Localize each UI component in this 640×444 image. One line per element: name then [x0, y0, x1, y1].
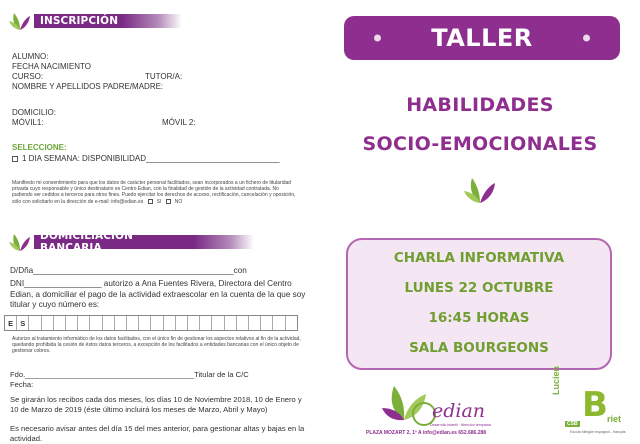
registration-form [0, 0, 312, 444]
iban-cell[interactable] [103, 316, 115, 330]
lucien-label: Lucien [551, 365, 561, 395]
consent-body: Manifiesto mi consentimiento para que los datos de carácter personal facilitados, sean incorporados a un fichero de titularidad privada cuyo responsable y único destinatario es Centro Edian, con la finalidad de gestión de la actividad contratada. No pudiendo ser cedidos a terceros para otros fines. Puedo ejercitar los derechos de acceso, rectificación, cancelación y oposición, sólo con solicitarlo en la dirección de e-mail: info@edian.es [12, 180, 296, 205]
csb-badge: CSB [567, 421, 578, 427]
iban-cell[interactable] [200, 316, 212, 330]
fecha-nacimiento-field[interactable]: FECHA NACIMIENTO [12, 62, 91, 71]
leaf-logo-icon [8, 10, 32, 32]
iban-cell[interactable] [164, 316, 176, 330]
iban-cell[interactable] [188, 316, 200, 330]
edian-wordmark: edian [432, 400, 486, 422]
leaf-logo-icon [8, 231, 32, 253]
iban-cell[interactable] [176, 316, 188, 330]
tutor-field[interactable]: TUTOR/A: [145, 72, 183, 81]
iban-cell[interactable] [261, 316, 273, 330]
iban-cell[interactable] [115, 316, 127, 330]
iban-cell[interactable] [225, 316, 237, 330]
title-habilidades: HABILIDADES [406, 94, 554, 116]
iban-cell[interactable] [127, 316, 139, 330]
si-label: SI [156, 198, 162, 205]
iban-cell[interactable] [42, 316, 54, 330]
briet-label: riet [607, 414, 622, 424]
charla-time: 16:45 HORAS [428, 310, 530, 326]
header-bar-fade [194, 235, 254, 249]
iban-cell[interactable] [66, 316, 78, 330]
movil1-field[interactable]: MÓVIL1: [12, 118, 44, 127]
curso-field[interactable]: CURSO: [12, 72, 44, 81]
dot-icon [374, 35, 381, 42]
option-row[interactable] [12, 154, 280, 164]
dot-icon [583, 35, 590, 42]
iban-cell[interactable] [212, 316, 224, 330]
alumno-field[interactable]: ALUMNO: [12, 52, 49, 61]
briet-subtitle: Escola bilingüe espagnol - français [570, 430, 626, 434]
si-checkbox[interactable] [148, 199, 153, 204]
iban-grid[interactable] [4, 315, 298, 331]
iban-cell[interactable] [286, 316, 297, 330]
inscripcion-title: INSCRIPCIÓN [34, 14, 122, 28]
contact-address: PLAZA MOZART 2, 1º A info@edian.es 652.686.288 [366, 430, 487, 436]
iban-cell[interactable] [237, 316, 249, 330]
autorizo-text: Autorizo al tratamiento informático de los datos facilitados, con el único fin de gestionar los aspectos relativos al fin de la actividad, quedando prohibida la cesión de éstos datos terceros, a excepción de los facilitados a entidades bancarias con el único objeto de gestionar cobros. [12, 336, 301, 355]
domiciliacion-title: DOMICILIACIÓN BANCARIA [34, 235, 194, 249]
iban-cell[interactable]: E [5, 316, 17, 330]
charla-title: CHARLA INFORMATIVA [393, 250, 565, 266]
title-socioemocionales: SOCIO-EMOCIONALES [362, 133, 598, 155]
option-checkbox[interactable] [12, 156, 18, 162]
charla-room: SALA BOURGEONS [409, 340, 549, 356]
edian-subtitle: Desarrollo infantil · Atención temprana [430, 423, 491, 427]
iban-cell[interactable] [139, 316, 151, 330]
domicilio-field[interactable]: DOMICILIO: [12, 108, 57, 117]
charla-date: LUNES 22 OCTUBRE [404, 280, 554, 296]
leaf-logo-icon [462, 175, 498, 205]
workshop-poster [320, 0, 640, 444]
taller-title: TALLER [431, 24, 533, 52]
inscripcion-header [8, 12, 182, 30]
no-checkbox[interactable] [166, 199, 171, 204]
iban-cell[interactable] [78, 316, 90, 330]
nombre-padres-field[interactable]: NOMBRE Y APELLIDOS PADRE/MADRE: [12, 82, 164, 91]
briet-b-letter: B [582, 385, 608, 425]
iban-cell[interactable] [151, 316, 163, 330]
iban-cell[interactable] [249, 316, 261, 330]
option-label: 1 DIA SEMANA: DISPONIBILIDAD______________________________ [22, 154, 280, 163]
no-label: NO [174, 198, 183, 205]
fecha-line[interactable]: Fecha: [10, 380, 34, 389]
domiciliacion-header [8, 230, 254, 254]
header-bar-fade [122, 14, 182, 28]
movil2-field[interactable]: MÓVIL 2: [162, 118, 196, 127]
consent-text [12, 180, 300, 205]
dom-line1[interactable]: D/Dña____________________________________________con [10, 266, 247, 275]
iban-cell[interactable] [54, 316, 66, 330]
dom-line2[interactable]: DNI_________________ autorizo a Ana Fuentes Rivera, Directora del Centro Edian, a domiciliar el pago de la actividad extraescolar en la cuenta de la que soy titular y cuyo número es: [10, 279, 306, 309]
seleccione-label: SELECCIONE: [12, 143, 67, 152]
avisar-text: Es necesario avisar antes del día 15 del mes anterior, para gestionar altas y bajas en la actividad. [10, 424, 305, 443]
iban-cell[interactable] [273, 316, 285, 330]
iban-cell[interactable] [90, 316, 102, 330]
fdo-line[interactable]: Fdo.________________________________________Titular de la C/C [10, 370, 249, 379]
taller-banner [344, 16, 620, 60]
iban-cell[interactable]: S [17, 316, 29, 330]
recibos-text: Se girarán los recibos cada dos meses, los días 10 de Noviembre 2018, 10 de Enero y 10 de Marzo de 2019 (éste último incluirá los meses de Marzo, Abril y Mayo) [10, 395, 302, 414]
info-session-box [346, 238, 612, 370]
iban-cell[interactable] [29, 316, 41, 330]
